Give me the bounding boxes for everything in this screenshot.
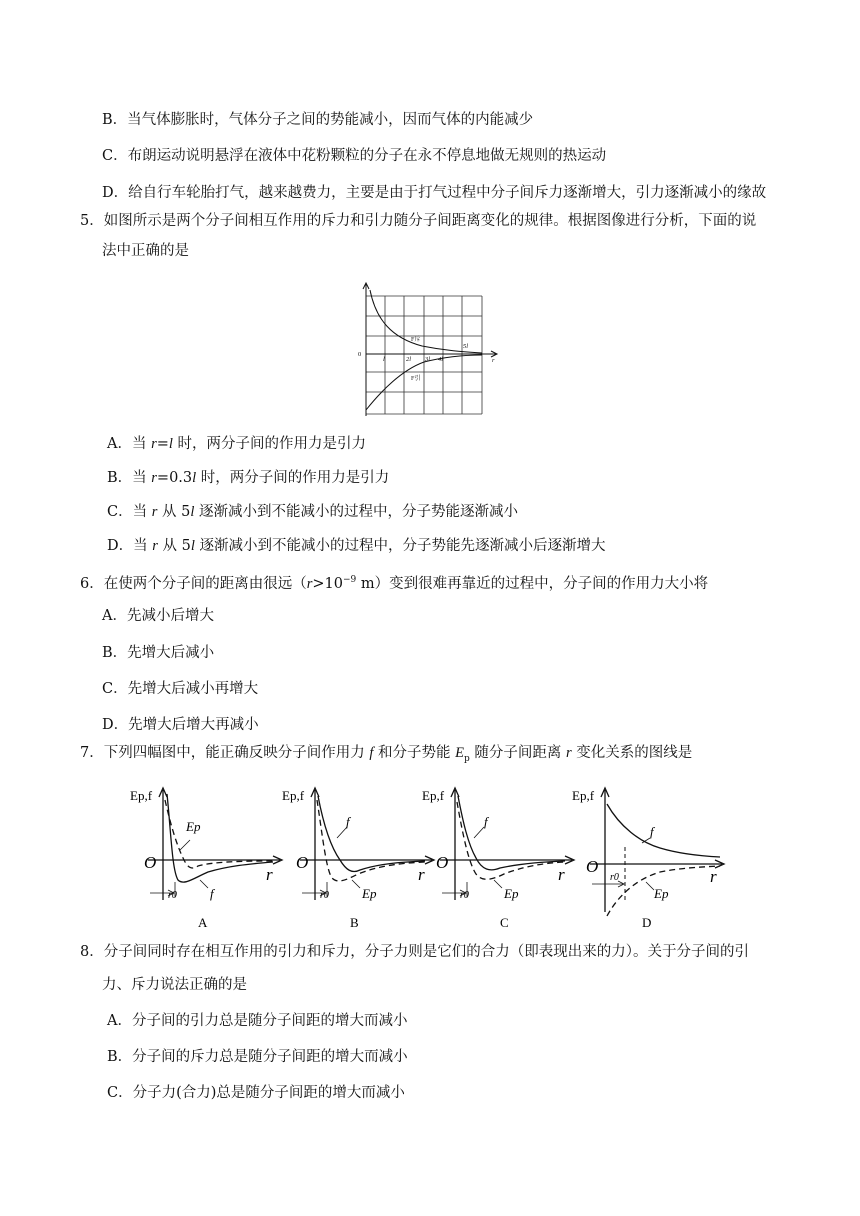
q7d-curve2-label: Ep: [654, 886, 669, 901]
q6-option-b: B．先增大后减小: [102, 645, 215, 661]
q7a-axis: r: [266, 865, 273, 884]
q7b-curve2-label: Ep: [362, 886, 377, 901]
q7d-caption: D: [642, 915, 652, 930]
q7a-curve1-label: Ep: [186, 819, 201, 834]
q5-label-attraction: F引: [411, 376, 421, 382]
ep-curve: [457, 802, 565, 879]
q7c-caption: C: [500, 915, 509, 930]
q5-option-a: A．当 r=l 时，两分子间的作用力是引力: [107, 436, 367, 452]
q5-tick-l: l: [383, 356, 385, 363]
q6-option-c: C．先增大后减小再增大: [102, 681, 259, 697]
ep-curve: [317, 800, 425, 881]
q5-option-b: B．当 r=0.3l 时，两分子间的作用力是引力: [107, 470, 390, 486]
q6-option-d: D．先增大后增大再减小: [102, 717, 259, 733]
q7b-caption: B: [350, 915, 359, 930]
q5-tick-3l: 3l: [425, 356, 431, 363]
q7-panel-c: [420, 782, 580, 930]
q7-stem: 7．下列四幅图中，能正确反映分子间作用力 f 和分子势能 $E_p$ 随分子间距离 r 变化关系的图线是: [80, 745, 693, 764]
q5-stem-line2: 法中正确的是: [102, 243, 189, 259]
q7c-r0: r0: [460, 890, 469, 901]
q8-stem-line2: 力、斥力说法正确的是: [102, 977, 247, 993]
q7a-origin: O: [144, 853, 157, 872]
q8-option-b: B．分子间的斥力总是随分子间距的增大而减小: [107, 1049, 408, 1065]
q8-stem-line1: 8．分子间同时存在相互作用的引力和斥力，分子力则是它们的合力（即表现出来的力）。关于分子间的引: [80, 944, 749, 960]
q7d-origin: O: [586, 857, 599, 876]
f-curve: [167, 794, 273, 882]
q4-option-c: C．布朗运动说明悬浮在液体中花粉颗粒的分子在永不停息地做无规则的热运动: [102, 148, 607, 164]
q4-option-d: D．给自行车轮胎打气，越来越费力，主要是由于打气过程中分子间斥力逐渐增大，引力逐渐减小的缘故: [102, 185, 767, 201]
q7a-caption: A: [198, 915, 208, 930]
q7b-origin: O: [296, 853, 309, 872]
f-curve: [607, 804, 720, 857]
q7b-curve1-label: f: [346, 814, 350, 829]
q5-option-d: D．当 r 从 5l 逐渐减小到不能减小的过程中，分子势能先逐渐减小后逐渐增大: [107, 538, 606, 554]
q7d-axis: r: [710, 867, 717, 886]
q5-stem-line1: 5．如图所示是两个分子间相互作用的斥力和引力随分子间距离变化的规律。根据图像进行分析，下面的说: [80, 213, 757, 229]
q4-option-b: B．当气体膨胀时，气体分子之间的势能减小，因而气体的内能减少: [102, 112, 534, 128]
q5-label-repulsion: F斥: [411, 337, 421, 343]
q6-stem: 6．在使两个分子间的距离由很远（$r>10^{-9}$ m）变到很难再靠近的过程中，分子间的作用力大小将: [80, 575, 709, 592]
q7-panel-d: [570, 782, 732, 930]
q8-option-c: C．分子力(合力)总是随分子间距的增大而减小: [107, 1085, 405, 1101]
q7a-curve2-label: f: [210, 886, 214, 901]
q7a-r0: r0: [168, 890, 177, 901]
f-curve: [458, 796, 565, 870]
q7d-r0: r0: [610, 872, 619, 883]
q7b-r0: r0: [320, 890, 329, 901]
q7b-axis: r: [418, 865, 425, 884]
q5-origin-label: 0: [358, 351, 362, 358]
q5-option-c: C．当 r 从 5l 逐渐减小到不能减小的过程中，分子势能逐渐减小: [107, 504, 518, 520]
q5-force-graph: [352, 280, 502, 420]
q7a-ylabel: Ep,f: [130, 788, 153, 803]
q7c-axis: r: [558, 865, 565, 884]
q7-panel-a: [128, 782, 288, 930]
q7d-ylabel: Ep,f: [572, 788, 595, 803]
q5-axis-r: r: [492, 357, 495, 364]
q7c-curve1-label: f: [484, 814, 488, 829]
q5-tick-2l: 2l: [406, 356, 412, 363]
q7c-origin: O: [436, 853, 449, 872]
q7b-ylabel: Ep,f: [282, 788, 305, 803]
q5-tick-5l: 5l: [463, 343, 469, 350]
q7-panel-b: [280, 782, 440, 930]
ep-curve: [165, 800, 273, 868]
q7d-curve1-label: f: [650, 824, 654, 839]
q5-tick-4l: 4l: [438, 356, 444, 363]
q7c-ylabel: Ep,f: [422, 788, 445, 803]
q6-option-a: A．先减小后增大: [102, 608, 214, 624]
q7c-curve2-label: Ep: [504, 886, 519, 901]
q8-option-a: A．分子间的引力总是随分子间距的增大而减小: [107, 1013, 408, 1029]
